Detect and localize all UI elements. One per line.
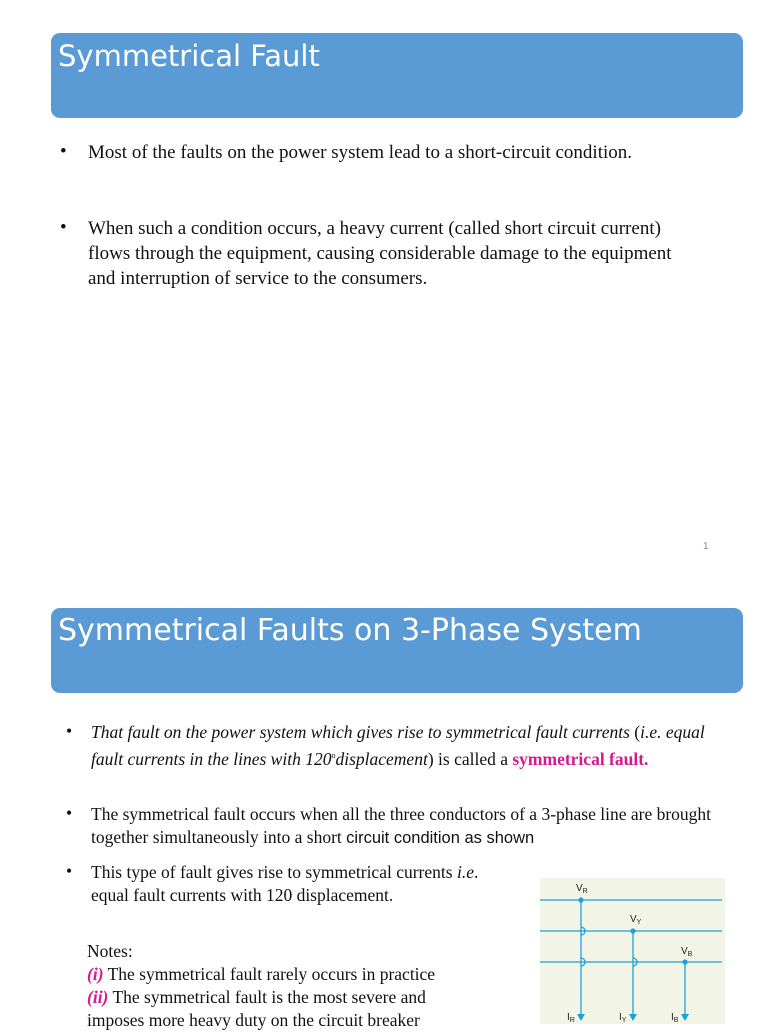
symmetrical-fault-term: symmetrical fault. bbox=[512, 748, 649, 769]
junction-dot bbox=[578, 897, 583, 902]
junction-dot bbox=[630, 928, 635, 933]
slide2-bullet-3 bbox=[91, 861, 501, 907]
note-2-label: (ii) bbox=[87, 987, 109, 1007]
bullet-marker: • bbox=[66, 803, 73, 823]
definition-tail: ) is called a bbox=[427, 748, 513, 769]
notes-block bbox=[87, 940, 487, 1032]
degree-mark: o bbox=[331, 751, 336, 760]
notes-heading: Notes: bbox=[87, 941, 133, 961]
bullet3-text-end: . equal fault currents with 120 displacement. bbox=[91, 862, 479, 905]
bullet-marker: • bbox=[60, 217, 67, 238]
note-2-text: The symmetrical fault is the most severe and imposes more heavy duty on the circuit breaker bbox=[87, 987, 426, 1030]
slide1-title-bar bbox=[51, 33, 743, 118]
bullet3-text: This type of fault gives rise to symmetrical currents bbox=[91, 862, 457, 882]
definition-detail: i.e. equal fault currents in the lines with 120 bbox=[91, 722, 705, 769]
paren-open: ( bbox=[629, 722, 641, 742]
page-number: 1 bbox=[703, 541, 709, 552]
current-label-r: $I_R$ bbox=[567, 1012, 575, 1024]
slide2-bullet-2 bbox=[91, 803, 721, 850]
voltage-label-b: $V_B$ bbox=[681, 946, 693, 958]
slide1-bullet-2: When such a condition occurs, a heavy current (called short circuit current) flows through the equipment, causing considerable damage to the equipment and interruption of service to the consumers. bbox=[88, 218, 672, 289]
bullet-marker: • bbox=[66, 861, 73, 881]
current-label-y: $I_Y$ bbox=[619, 1012, 627, 1024]
voltage-label-r: $V_R$ bbox=[576, 883, 588, 895]
note-2 bbox=[87, 986, 487, 1032]
note-1-text: The symmetrical fault rarely occurs in practice bbox=[103, 964, 436, 984]
note-1-label: (i) bbox=[87, 964, 104, 984]
slide2-title-bar bbox=[51, 608, 743, 693]
slide2-bullet-1 bbox=[91, 721, 731, 771]
bullet-marker: • bbox=[60, 141, 67, 162]
bullet3-ie: i.e bbox=[456, 862, 474, 882]
current-label-b: $I_B$ bbox=[671, 1012, 679, 1024]
note-1 bbox=[87, 963, 487, 986]
junction-dot bbox=[682, 959, 687, 964]
slide1-bullet-1: Most of the faults on the power system lead to a short-circuit condition. bbox=[88, 142, 633, 163]
bullet2-text: The symmetrical fault occurs when all the three conductors of a 3-phase line are brought together simultaneously into a short bbox=[91, 804, 712, 847]
three-phase-fault-diagram bbox=[540, 878, 725, 1024]
voltage-label-y: $V_Y$ bbox=[630, 914, 642, 926]
definition-detail-end: displacement bbox=[335, 748, 428, 769]
bullet2-text-sans: circuit condition as shown bbox=[346, 829, 535, 847]
bullet-marker: • bbox=[66, 721, 73, 741]
slide2-title: Symmetrical Faults on 3-Phase System bbox=[58, 613, 642, 648]
slide1-title: Symmetrical Fault bbox=[58, 39, 320, 73]
definition-text: That fault on the power system which gives rise to symmetrical fault currents bbox=[91, 722, 630, 742]
